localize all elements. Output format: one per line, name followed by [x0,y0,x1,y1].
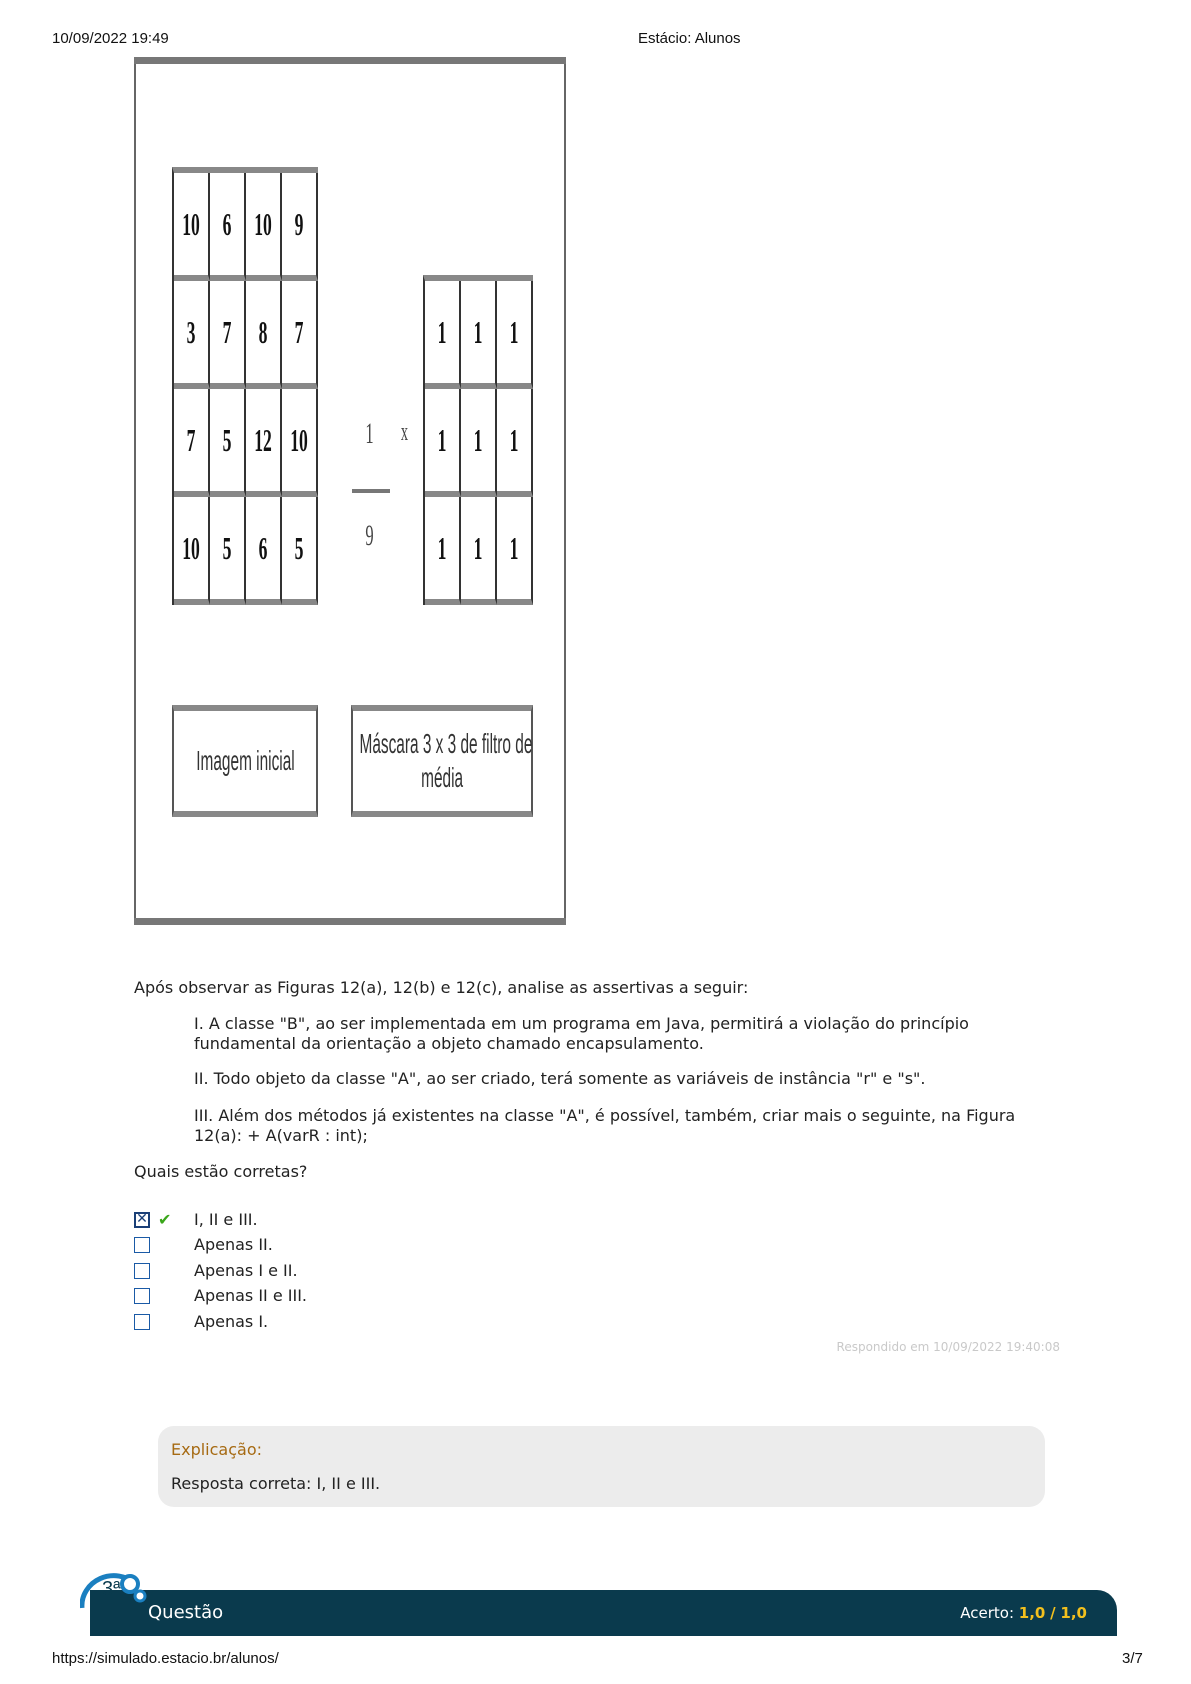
explanation-box [158,1426,1045,1507]
label-image-initial: Imagem inicial [172,705,318,817]
assertion-1-line1: I. A classe "B", ao ser implementada em um programa em Java, permitirá a violação do princípio [194,1014,969,1033]
grid-cell: 6 [210,173,246,281]
question-number-badge [80,1570,150,1606]
mask-cell: 1 [461,281,497,389]
question-intro: Após observar as Figuras 12(a), 12(b) e 12(c), analise as assertivas a seguir: [134,978,749,997]
option-label: Apenas I. [194,1312,269,1331]
option-checkbox[interactable] [134,1263,150,1279]
grid-cell: 5 [210,497,246,605]
grid-cell: 12 [246,389,282,497]
grid-cell: 7 [282,281,318,389]
mask-cell: 1 [425,497,461,605]
fraction-bar [352,489,390,493]
option-label: Apenas II e III. [194,1286,308,1305]
question-title: Questão [148,1602,224,1623]
grid-cell: 9 [282,173,318,281]
answered-timestamp: Respondido em 10/09/2022 19:40:08 [836,1340,1060,1354]
label-mask: Máscara 3 x 3 de filtro de média [351,705,533,817]
figure-image-filter [134,57,566,925]
grid-cell: 3 [174,281,210,389]
print-site-title: Estácio: Alunos [638,30,741,47]
option-label: I, II e III. [194,1210,258,1229]
print-url: https://simulado.estacio.br/alunos/ [52,1650,279,1667]
mask-cell: 1 [497,389,533,497]
option-checkbox[interactable] [134,1314,150,1330]
score [960,1604,1087,1622]
score-separator: / [1050,1604,1056,1622]
mask-cell: 1 [497,497,533,605]
option-label: Apenas I e II. [194,1261,298,1280]
assertion-1-line2: fundamental da orientação a objeto chamado encapsulamento. [194,1034,704,1053]
grid-cell: 10 [282,389,318,497]
assertion-2: II. Todo objeto da classe "A", ao ser criado, terá somente as variáveis de instância "r" e "s". [194,1069,926,1088]
check-icon: ✔ [158,1210,172,1229]
grid-cell: 6 [246,497,282,605]
print-page-number: 3/7 [1122,1650,1143,1667]
option-label: Apenas II. [194,1235,273,1254]
times-sign: x [400,417,409,446]
grid-cell: 10 [246,173,282,281]
mask-cell: 1 [497,281,533,389]
question-prompt: Quais estão corretas? [134,1162,308,1181]
mask-cell: 1 [425,389,461,497]
option-row[interactable] [134,1312,534,1336]
grid-cell: 10 [174,497,210,605]
mask-cell: 1 [461,497,497,605]
option-row[interactable] [134,1286,534,1310]
option-row[interactable] [134,1235,534,1259]
print-datetime: 10/09/2022 19:49 [52,30,169,47]
grid-cell: 10 [174,173,210,281]
question-header-bar [90,1590,1117,1636]
grid-mask [423,275,533,605]
score-value: 1,0 [1018,1604,1046,1622]
assertion-3-line2: 12(a): + A(varR : int); [194,1126,368,1145]
option-checkbox[interactable] [134,1288,150,1304]
assertion-3-line1: III. Além dos métodos já existentes na classe "A", é possível, também, criar mais o seguinte, na Figura [194,1106,1016,1125]
fraction-denominator: 9 [365,519,374,552]
question-number: 3ª [102,1578,121,1600]
option-checkbox[interactable] [134,1212,150,1228]
option-row[interactable] [134,1261,534,1285]
grid-cell: 5 [210,389,246,497]
grid-cell: 5 [282,497,318,605]
option-row[interactable] [134,1210,534,1234]
grid-image-initial [172,167,318,605]
mask-cell: 1 [461,389,497,497]
option-checkbox[interactable] [134,1237,150,1253]
score-label: Acerto: [960,1604,1015,1622]
explanation-title: Explicação: [171,1440,263,1459]
score-total: 1,0 [1060,1604,1087,1622]
grid-cell: 7 [210,281,246,389]
mask-cell: 1 [425,281,461,389]
grid-cell: 8 [246,281,282,389]
fraction-numerator: 1 [365,417,374,450]
grid-cell: 7 [174,389,210,497]
explanation-text: Resposta correta: I, II e III. [171,1474,381,1493]
